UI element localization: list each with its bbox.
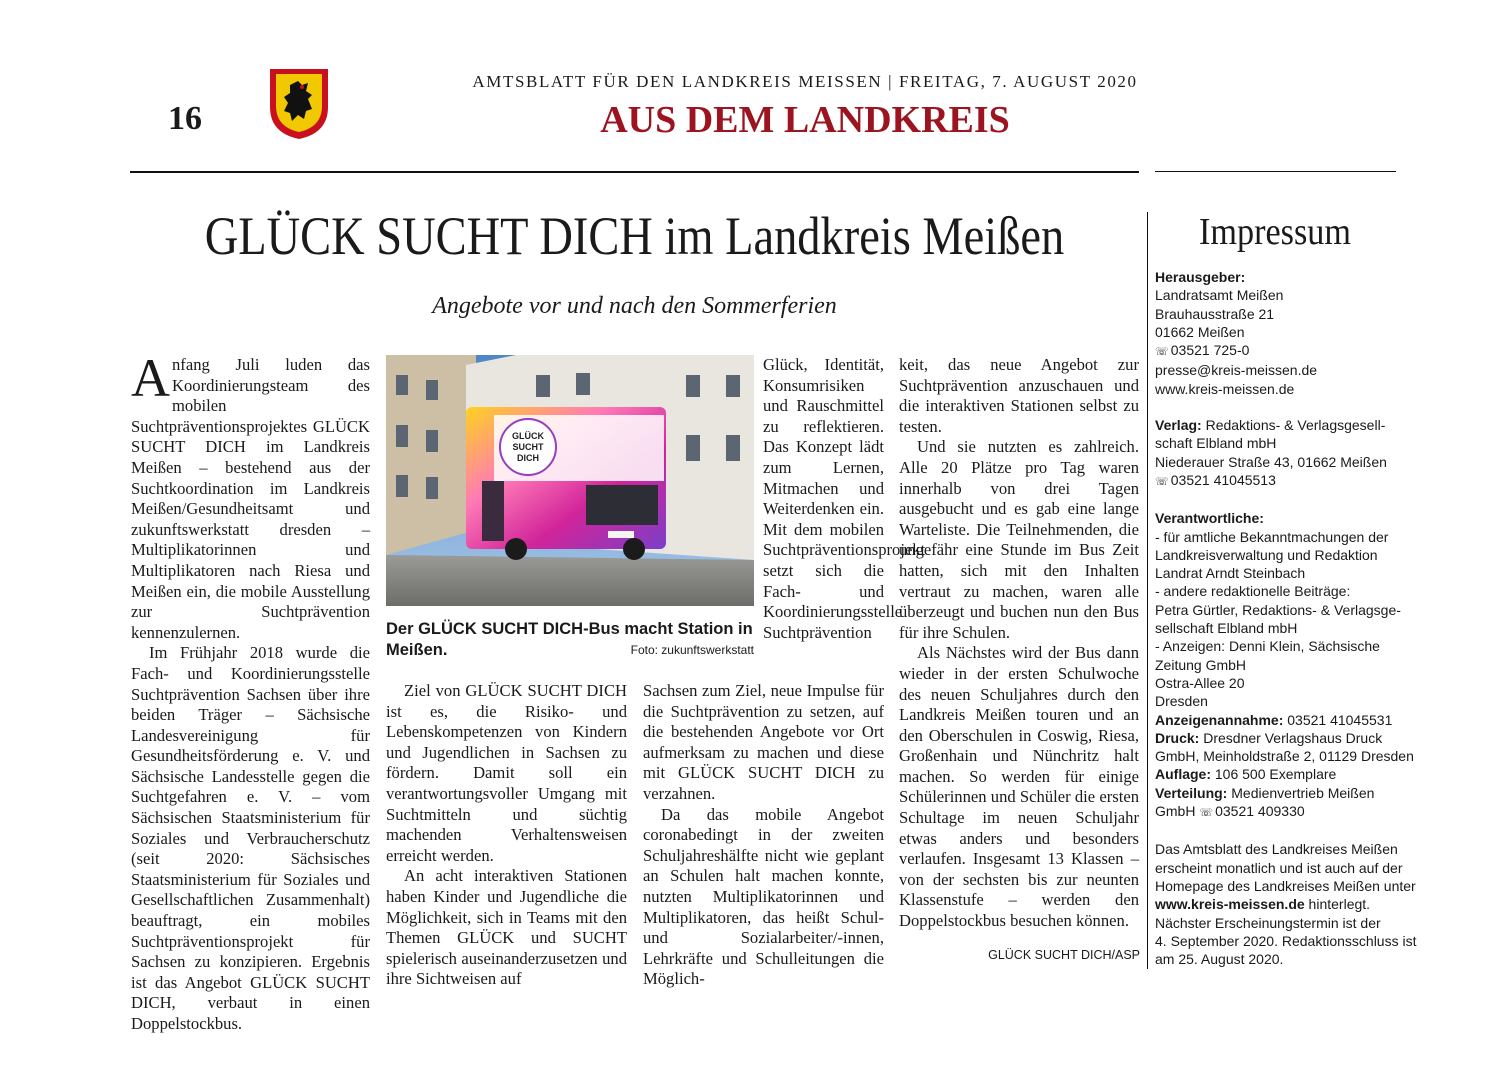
impressum-notice: am 25. August 2020. bbox=[1155, 951, 1284, 968]
article-subhead: Angebote vor und nach den Sommerferien bbox=[432, 293, 837, 319]
impressum-body bbox=[1155, 268, 1417, 968]
bus-photo bbox=[386, 355, 754, 606]
phone-icon: ☏ bbox=[1155, 346, 1169, 359]
impressum-notice: Homepage des Landkreises Meißen unter bbox=[1155, 877, 1416, 894]
impressum-label: Anzeigenannahme: bbox=[1155, 711, 1284, 728]
section-title: AUS DEM LANDKREIS bbox=[600, 99, 1010, 141]
paragraph: An acht interaktiven Stationen haben Kinder und Jugendliche die Möglichkeit, sich in Teams mit den Themen GLÜCK und SUCHT spielerisch auseinanderzusetzen und ihre Sichtweisen auf bbox=[386, 866, 627, 989]
phone-icon: ☏ bbox=[1199, 807, 1214, 820]
paragraph: Sachsen zum Ziel, neue Impulse für die Suchtprävention zu setzen, auf die bestehenden Angebote vor Ort aufmerksam zu machen und diese mit GLÜCK SUCHT DICH zu verzahnen. bbox=[643, 681, 884, 803]
phone-number: 03521 725-0 bbox=[1170, 342, 1250, 359]
impressum-line: GmbH, Meinholdstraße 2, 01129 Dresden bbox=[1155, 748, 1414, 765]
bus-logo-text: SUCHT bbox=[512, 442, 544, 452]
masthead: AMTSBLATT FÜR DEN LANDKREIS MEISSEN | FREITAG, 7. AUGUST 2020 bbox=[472, 72, 1138, 91]
impressum-line: sellschaft Elbland mbH bbox=[1155, 620, 1298, 637]
impressum-label: Auflage: bbox=[1155, 766, 1211, 783]
impressum-line: 01662 Meißen bbox=[1155, 323, 1245, 340]
impressum-line: Redaktions- & Verlagsgesell- bbox=[1201, 417, 1386, 434]
article-column-2 bbox=[386, 681, 627, 990]
impressum-label: Verantwortliche: bbox=[1155, 510, 1264, 527]
impressum-line: Niederauer Straße 43, 01662 Meißen bbox=[1155, 453, 1387, 470]
impressum-line: - Anzeigen: Denni Klein, Sächsische bbox=[1155, 638, 1380, 655]
impressum-line: Medienvertrieb Meißen bbox=[1227, 784, 1375, 801]
impressum-line: 03521 41045531 bbox=[1283, 711, 1393, 728]
drop-cap: A bbox=[131, 348, 170, 408]
coat-of-arms-logo bbox=[268, 67, 330, 141]
article-column-1 bbox=[131, 348, 370, 1035]
phone-icon: ☏ bbox=[1155, 475, 1169, 488]
impressum-notice: hinterlegt. bbox=[1304, 896, 1371, 913]
impressum-notice: Das Amtsblatt des Landkreises Meißen bbox=[1155, 841, 1398, 858]
impressum-line: Landratsamt Meißen bbox=[1155, 287, 1284, 304]
paragraph: Als Nächstes wird der Bus dann wieder in der ersten Schulwoche des neuen Schuljahres durch den Landkreis Meißen touren und an den Oberschulen in Coswig, Riesa, Großenhain und Nünchritz halt machen. So werden für einige Schülerinnen und Schüler die ersten Schultage im neuen Schuljahr etwas anders und besonders verlaufen. Insgesamt 13 Klassen – von der sechsten bis zur neunten Klassenstufe – werden den Doppelstockbus besuchen können. bbox=[899, 643, 1139, 931]
impressum-label: Verlag: bbox=[1155, 417, 1202, 434]
impressum-line: Petra Gürtler, Redaktions- & Verlagsge- bbox=[1155, 601, 1401, 618]
bus-logo-text: GLÜCK bbox=[512, 431, 544, 441]
paragraph: Glück, Identität, Konsumrisiken und Rauschmittel zu reflektieren. Das Konzept lädt zum Lernen, Mitmachen und Weiterdenken ein. Mit dem mobilen Suchtpräventionsprojekt setzt sich die Fach- und Koordinierungsstelle Suchtprävention bbox=[763, 355, 926, 642]
impressum-line: 106 500 Exemplare bbox=[1211, 766, 1337, 783]
paragraph: nfang Juli luden das Koordinierungsteam des mobilen Suchtpräventionsprojektes GLÜCK SUCHT DICH im Landkreis Meißen – bestehend aus der Suchtkoordination im Landkreis Meißen/Gesundheitsamt und zukunftswerkstatt dresden – Multiplikatorinnen und Multiplikatoren nach Riesa und Meißen ein, die mobile Ausstellung zur Suchtprävention kennenzulernen. bbox=[131, 355, 370, 642]
column-divider bbox=[1147, 212, 1148, 969]
impressum-line: - andere redaktionelle Beiträge: bbox=[1155, 583, 1351, 600]
photo-credit: Foto: zukunftswerkstatt bbox=[630, 643, 754, 657]
article-byline: GLÜCK SUCHT DICH/ASP bbox=[988, 948, 1140, 962]
impressum-line: schaft Elbland mbH bbox=[1155, 435, 1277, 452]
article-column-4 bbox=[899, 355, 1139, 932]
paragraph: Im Frühjahr 2018 wurde die Fach- und Koordinierungsstelle Suchtprävention Sachsen über ihre beiden Träger – Sächsische Landesvereinigung für Gesundheitsförderung e. V. und Sächsische Landesstelle gegen die Suchtgefahren e. V. – vom Sächsischen Staatsministerium für Soziales und Verbraucherschutz (seit 2020: Sächsisches Staatsministerium für Soziales und Gesellschaftlichen Zusammenhalt) beauftragt, ein mobiles Suchtpräventionsprojekt für Sachsen zu konzipieren. Ergebnis ist das Angebot GLÜCK SUCHT DICH, verbaut in einen Doppelstockbus. bbox=[131, 643, 370, 1033]
impressum-line: Brauhausstraße 21 bbox=[1155, 305, 1275, 322]
impressum-line: Landrat Arndt Steinbach bbox=[1155, 565, 1306, 582]
impressum-label: Herausgeber: bbox=[1155, 269, 1246, 285]
article-column-3-top bbox=[763, 355, 926, 643]
phone-number: 03521 41045513 bbox=[1170, 471, 1276, 488]
impressum-line: Landkreisverwaltung und Redaktion bbox=[1155, 546, 1378, 563]
email-link[interactable]: presse@kreis-meissen.de bbox=[1155, 362, 1318, 379]
impressum-notice: 4. September 2020. Redaktionsschluss ist bbox=[1155, 932, 1417, 949]
phone-number: 03521 409330 bbox=[1215, 803, 1305, 820]
impressum-line: - für amtliche Bekanntmachungen der bbox=[1155, 528, 1389, 545]
paragraph: Ziel von GLÜCK SUCHT DICH ist es, die Risiko- und Lebenskompetenzen von Kindern und Jugendlichen in Sachsen zu fördern. Damit soll ein verantwortungsvoller Umgang mit Suchtmitteln und süchtig machenden Verhaltensweisen erreicht werden. bbox=[386, 681, 627, 865]
header-rule bbox=[130, 171, 1139, 173]
sidebar-rule bbox=[1155, 171, 1396, 172]
website-link[interactable]: www.kreis-meissen.de bbox=[1155, 896, 1305, 913]
paragraph: Da das mobile Angebot coronabedingt in der zweiten Schuljahreshälfte nicht wie geplant an Schulen halt machen konnte, nutzten Multiplikatorinnen und Multiplikatoren, das heißt Schul- und Sozialarbeiter/-innen, Lehrkräfte und Schulleitungen die Möglich- bbox=[643, 804, 884, 989]
impressum-line: Ostra-Allee 20 bbox=[1155, 674, 1245, 691]
paragraph: Und sie nutzten es zahlreich. Alle 20 Plätze pro Tag waren innerhalb von drei Tagen ausgebucht und es gab eine lange Warteliste. Die Teilnehmenden, die ungefähr eine Stunde im Bus Zeit hatten, sich mit den Inhalten vertraut zu machen, waren alle überzeugt und buchen nun den Bus für ihre Schulen. bbox=[899, 437, 1139, 642]
page-number: 16 bbox=[168, 100, 202, 137]
impressum-label: Verteilung: bbox=[1155, 784, 1228, 801]
article-headline: GLÜCK SUCHT DICH im Landkreis Meißen bbox=[204, 206, 1065, 266]
article-column-3-bottom bbox=[643, 681, 884, 990]
bus-logo-text: DICH bbox=[517, 453, 539, 463]
impressum-notice: erscheint monatlich und ist auch auf der bbox=[1155, 859, 1403, 876]
impressum-line: Dresdner Verlagshaus Druck bbox=[1199, 729, 1383, 746]
impressum-line: GmbH bbox=[1155, 803, 1196, 820]
photo-caption: Der GLÜCK SUCHT DICH-Bus macht Station in Meißen. bbox=[386, 620, 753, 659]
impressum-label: Druck: bbox=[1155, 729, 1200, 746]
impressum-line: Dresden bbox=[1155, 693, 1208, 710]
impressum-notice: Nächster Erscheinungstermin ist der bbox=[1155, 914, 1381, 931]
impressum-title: Impressum bbox=[1199, 211, 1351, 253]
paragraph: keit, das neue Angebot zur Suchtprävention anzuschauen und die interaktiven Stationen selbst zu testen. bbox=[899, 355, 1139, 436]
website-link[interactable]: www.kreis-meissen.de bbox=[1155, 380, 1295, 397]
impressum-line: Zeitung GmbH bbox=[1155, 656, 1247, 673]
